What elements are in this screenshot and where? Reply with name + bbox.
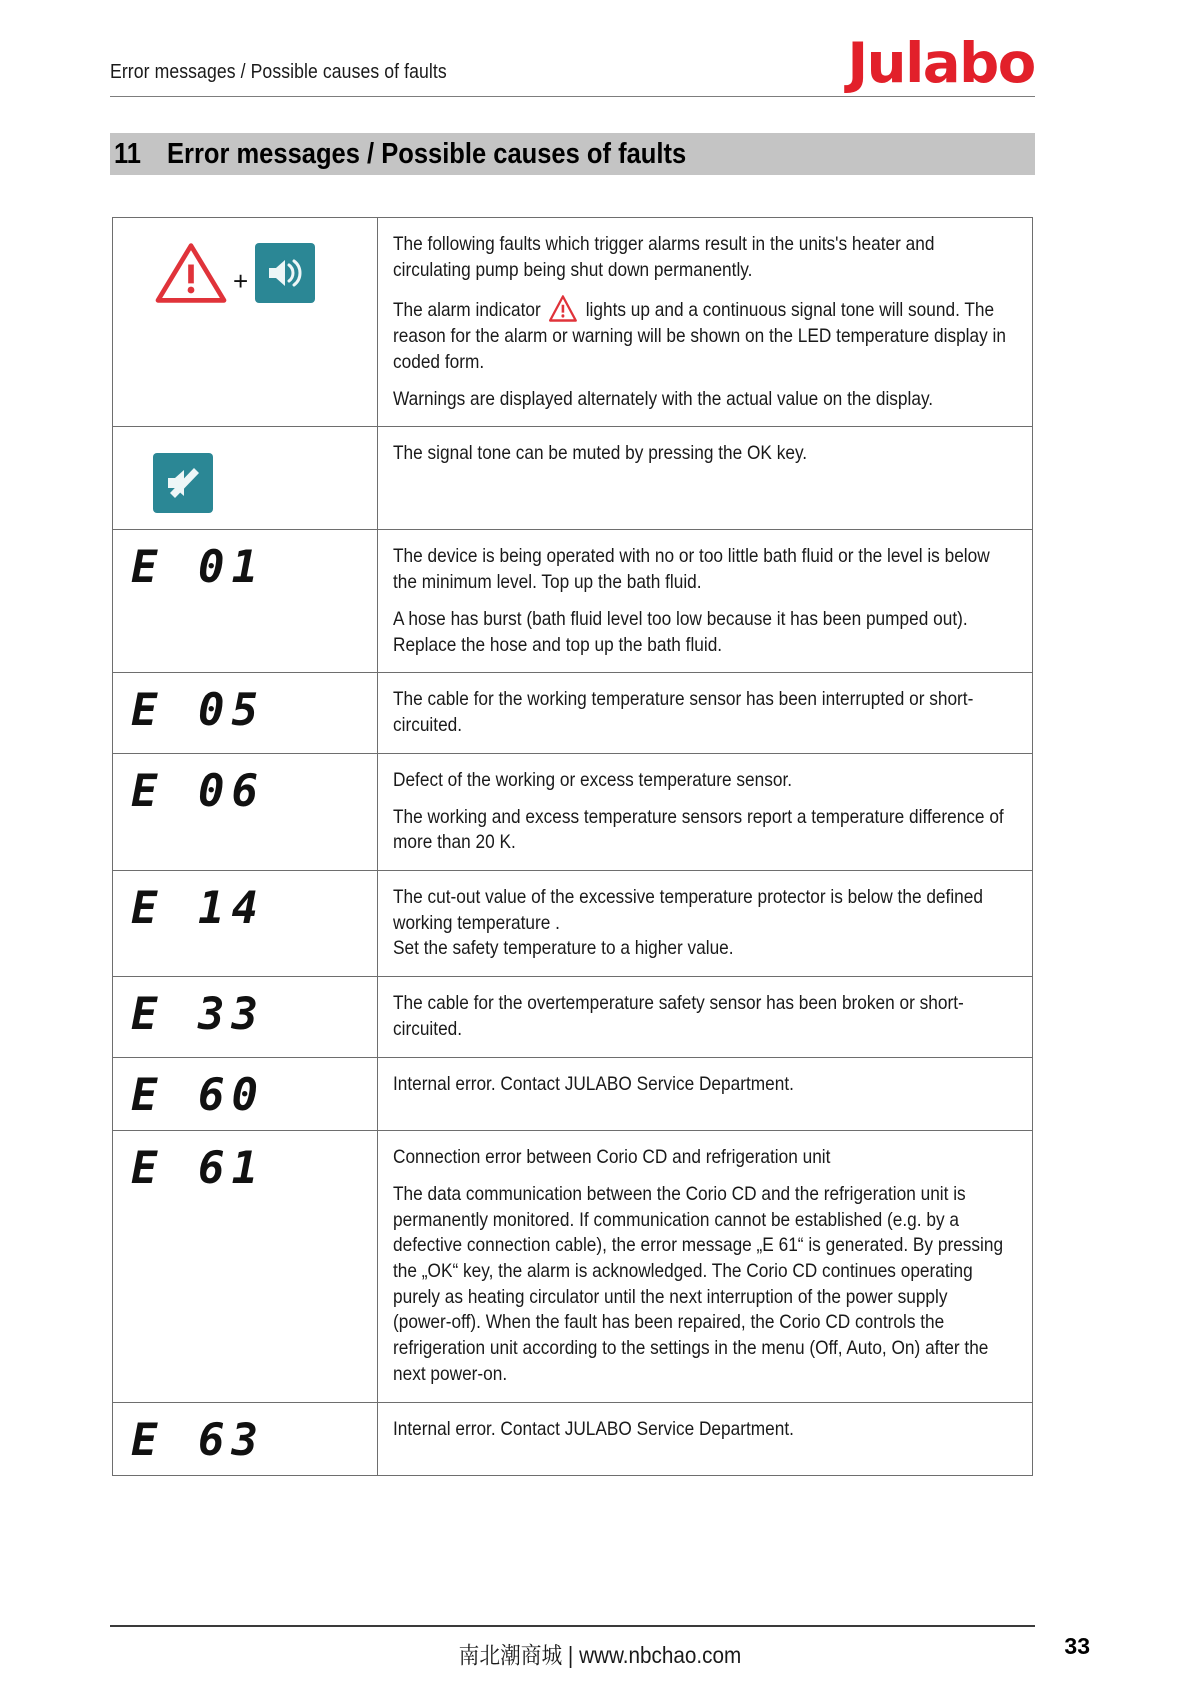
error-code-display: E 61 xyxy=(131,1143,265,1195)
table-row xyxy=(113,871,1033,977)
paragraph: The cable for the working temperature sensor has been interrupted or short-circuited. xyxy=(393,688,974,737)
paragraph: Internal error. Contact JULABO Service Department. xyxy=(393,1417,794,1440)
table-row xyxy=(113,753,1033,870)
page-header xyxy=(110,31,1035,98)
error-code-cell xyxy=(113,1057,378,1130)
table-row xyxy=(113,1057,1033,1130)
paragraph-text-before: The alarm indicator xyxy=(393,299,541,322)
plus-sign: + xyxy=(233,265,249,296)
paragraph: Internal error. Contact JULABO Service Department. xyxy=(393,1072,794,1095)
description-cell xyxy=(378,673,1033,753)
table-row xyxy=(113,673,1033,753)
description-cell xyxy=(378,218,1033,427)
paragraph: The device is being operated with no or too little bath fluid or the level is below the minimum level. Top up the bath fluid. xyxy=(393,545,990,594)
icon-cell xyxy=(113,427,378,530)
description-cell xyxy=(378,871,1033,977)
table-row xyxy=(113,977,1033,1057)
description-cell xyxy=(378,530,1033,673)
table-row xyxy=(113,427,1033,530)
speaker-mute-icon xyxy=(153,453,213,513)
icon-cell xyxy=(113,218,378,427)
table-row xyxy=(113,218,1033,427)
chapter-title: Error messages / Possible causes of faults xyxy=(166,137,686,170)
fault-table xyxy=(112,217,1033,1476)
description-cell xyxy=(378,427,1033,530)
error-code-display: E 14 xyxy=(131,883,265,935)
footer-divider xyxy=(110,1625,1035,1627)
warning-triangle-icon xyxy=(153,240,229,306)
warning-triangle-icon xyxy=(548,294,578,323)
description-cell xyxy=(378,1057,1033,1130)
chapter-heading-bar xyxy=(110,133,1035,175)
paragraph: Connection error between Corio CD and refrigeration unit xyxy=(393,1146,831,1169)
error-code-cell xyxy=(113,673,378,753)
paragraph-text-after: lights up and a continuous signal tone will sound. The reason for the alarm or warning will be shown on the LED temperature display in coded form. xyxy=(393,299,1006,373)
table-row xyxy=(113,1131,1033,1403)
description-cell xyxy=(378,1131,1033,1403)
header-divider xyxy=(110,96,1035,97)
paragraph-with-inline-icon xyxy=(393,294,1008,375)
running-title: Error messages / Possible causes of faults xyxy=(110,60,447,83)
error-code-display: E 63 xyxy=(131,1414,265,1466)
error-code-cell xyxy=(113,530,378,673)
error-code-display: E 06 xyxy=(131,765,265,817)
paragraph: The cable for the overtemperature safety sensor has been broken or short-circuited. xyxy=(393,992,964,1040)
table-row xyxy=(113,530,1033,673)
table-row xyxy=(113,1402,1033,1475)
chapter-number: 11 xyxy=(114,137,141,170)
error-code-display: E 01 xyxy=(131,542,265,594)
paragraph: The following faults which trigger alarms result in the units's heater and circulating pump being shut down permanently. xyxy=(393,233,935,281)
paragraph: The cut-out value of the excessive temperature protector is below the defined working temperature . xyxy=(393,886,983,934)
error-code-display: E 60 xyxy=(131,1069,265,1121)
paragraph: Warnings are displayed alternately with the actual value on the display. xyxy=(393,387,934,410)
error-code-display: E 33 xyxy=(131,989,265,1041)
julabo-logo: Julabo xyxy=(847,31,1035,95)
paragraph: Defect of the working or excess temperature sensor. xyxy=(393,768,793,791)
page-number: 33 xyxy=(1064,1633,1090,1659)
description-cell xyxy=(378,1402,1033,1475)
paragraph: The working and excess temperature sensors report a temperature difference of more than 20 K. xyxy=(393,805,1004,854)
error-code-cell xyxy=(113,753,378,870)
description-cell xyxy=(378,753,1033,870)
speaker-on-icon xyxy=(255,243,315,303)
paragraph: The data communication between the Corio CD and the refrigeration unit is permanently monitored. If communication cannot be established (e.g. by a defective connection cable), the error message „E 61“ is generated. By pressing the „OK“ key, the alarm is acknowledged. The Corio CD continues operating purely as heating circulator until the next interruption of the power supply (power-off). When the fault has been repaired, the Corio CD controls the refrigeration unit according to the settings in the menu (Off, Auto, On) after the next power-on. xyxy=(393,1182,1004,1385)
error-code-display: E 05 xyxy=(131,685,265,737)
error-code-cell xyxy=(113,1131,378,1403)
error-code-cell xyxy=(113,977,378,1057)
error-code-cell xyxy=(113,871,378,977)
error-code-cell xyxy=(113,1402,378,1475)
paragraph: The signal tone can be muted by pressing the OK key. xyxy=(393,442,808,465)
description-cell xyxy=(378,977,1033,1057)
paragraph: A hose has burst (bath fluid level too low because it has been pumped out). Replace the hose and top up the bath fluid. xyxy=(393,607,968,656)
paragraph: Set the safety temperature to a higher value. xyxy=(393,937,734,960)
footer-watermark: 南北潮商城 | www.nbchao.com xyxy=(458,1642,742,1668)
